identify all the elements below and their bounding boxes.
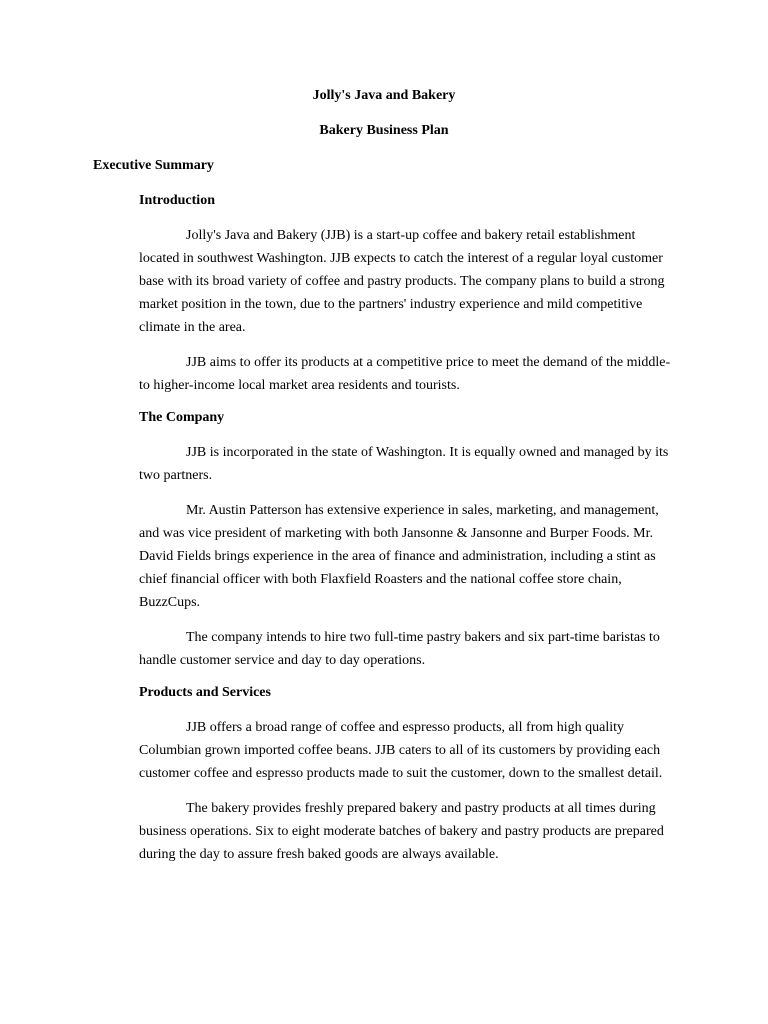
text-line: and was vice president of marketing with both Jansonne & Jansonne and Burper Foods. Mr.: [139, 526, 654, 541]
text-line: BuzzCups.: [139, 595, 201, 610]
document-title: Jolly's Java and Bakery: [312, 88, 456, 103]
text-line: The company intends to hire two full-time pastry bakers and six part-time baristas to: [186, 630, 660, 645]
text-line: JJB aims to offer its products at a competitive price to meet the demand of the: [186, 355, 624, 370]
text-line: David Fields brings experience in the area of finance and administration, including a stint as: [139, 549, 656, 564]
section-heading-executive-summary: Executive Summary: [93, 158, 214, 173]
text-line: chief financial officer with both Flaxfield Roasters and the national coffee store chain,: [139, 572, 622, 587]
text-line: during the day to assure fresh baked goods are always available.: [139, 847, 499, 862]
text-line: handle customer service and day to day operations.: [139, 653, 426, 668]
paragraph-company-1: [139, 441, 679, 487]
document-subtitle: Bakery Business Plan: [319, 123, 449, 138]
paragraph-company-2: [139, 499, 679, 614]
heading-introduction: Introduction: [139, 193, 215, 208]
paragraph-introduction-2: [139, 351, 679, 397]
text-line: JJB is incorporated in the state of Washington. It is equally owned and managed by: [186, 445, 652, 460]
text-line: customer coffee and espresso products made to suit the customer, down to the smallest detail.: [139, 766, 663, 781]
paragraph-products-1: [139, 716, 679, 785]
text-line: market position in the town, due to the partners' industry experience and mild competitive: [139, 297, 643, 312]
heading-products-and-services: Products and Services: [139, 685, 271, 700]
text-line: climate in the area.: [139, 320, 246, 335]
document-body: [139, 192, 679, 878]
paragraph-products-2: [139, 797, 679, 866]
paragraph-introduction-1: [139, 224, 679, 339]
text-line: base with its broad variety of coffee and pastry products. The company plans to build a strong: [139, 274, 665, 289]
paragraph-company-3: [139, 626, 679, 672]
text-line: Columbian grown imported coffee beans. JJB caters to all of its customers by providing each: [139, 743, 661, 758]
text-line: The bakery provides freshly prepared bakery and pastry products at all times during: [186, 801, 656, 816]
text-line: located in southwest Washington. JJB expects to catch the interest of a regular loyal customer: [139, 251, 663, 266]
text-line: Mr. Austin Patterson has extensive experience in sales, marketing, and management,: [186, 503, 659, 518]
text-line: middle-to higher-income local market area residents and tourists.: [139, 355, 671, 393]
text-line: Jolly's Java and Bakery (JJB) is a start-up coffee and bakery retail establishment: [186, 228, 636, 243]
heading-the-company: The Company: [139, 410, 225, 425]
text-line: JJB offers a broad range of coffee and espresso products, all from high quality: [186, 720, 625, 735]
text-line: its two partners.: [139, 445, 669, 483]
text-line: business operations. Six to eight moderate batches of bakery and pastry products are prepared: [139, 824, 664, 839]
